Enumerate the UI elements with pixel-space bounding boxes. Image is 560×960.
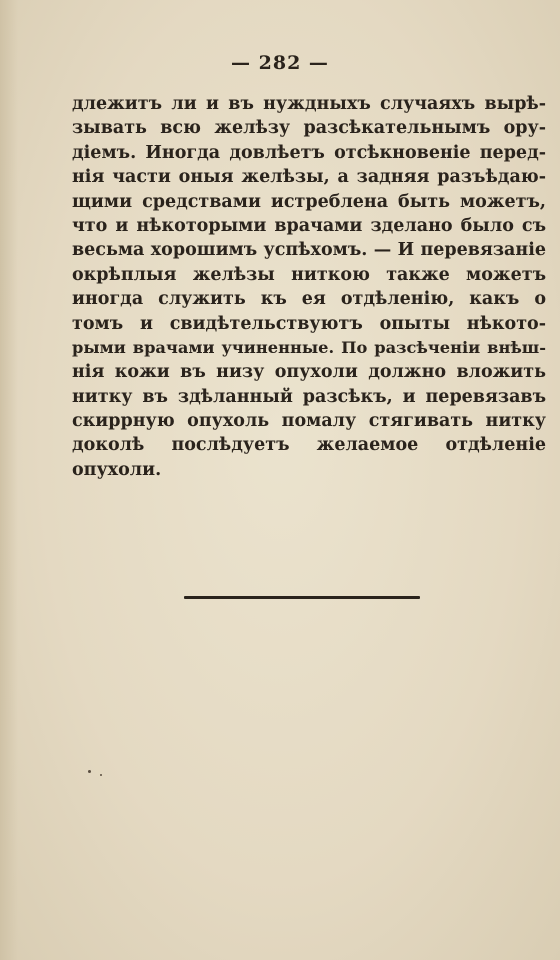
text-line: доколѣ послѣдуетъ желаемое отдѣленіе xyxy=(72,435,546,456)
text-line: скиррную опухоль помалу стягивать нитку xyxy=(72,411,546,432)
text-line: нитку въ здѣланный разсѣкъ, и перевязавъ xyxy=(72,386,546,407)
text-line: окрѣплыя желѣзы ниткою также можетъ xyxy=(72,264,546,285)
text-line: томъ и свидѣтельствуютъ опыты нѣкото- xyxy=(72,313,546,334)
spine-shadow xyxy=(0,0,18,960)
text-line: рыми врачами учиненные. По разсѣченіи внѣш- xyxy=(72,337,546,357)
page-number: — 282 — xyxy=(231,52,329,74)
text-line: щими средствами истреблена быть можетъ, xyxy=(72,191,546,212)
text-line: весьма хорошимъ успѣхомъ. — И перевязаніе xyxy=(72,240,546,261)
text-line: нія кожи въ низу опухоли должно вложить xyxy=(72,362,546,383)
paper-speck xyxy=(100,774,102,776)
text-line: опухоли. xyxy=(72,459,162,480)
text-line: длежитъ ли и въ нуждныхъ случаяхъ вырѣ- xyxy=(72,94,546,114)
end-rule xyxy=(184,596,420,599)
text-line: нія части оныя желѣзы, а задняя разъѣдаю- xyxy=(72,167,546,188)
text-line: зывать всю желѣзу разсѣкательнымъ ору- xyxy=(72,118,546,139)
text-line: діемъ. Иногда довлѣетъ отсѣкновеніе перед- xyxy=(72,142,546,163)
body-text xyxy=(72,92,546,482)
paper-speck xyxy=(88,770,91,773)
text-line: иногда служить къ ея отдѣленію, какъ о xyxy=(72,289,546,310)
text-line: что и нѣкоторыми врачами зделано было съ xyxy=(72,215,546,236)
